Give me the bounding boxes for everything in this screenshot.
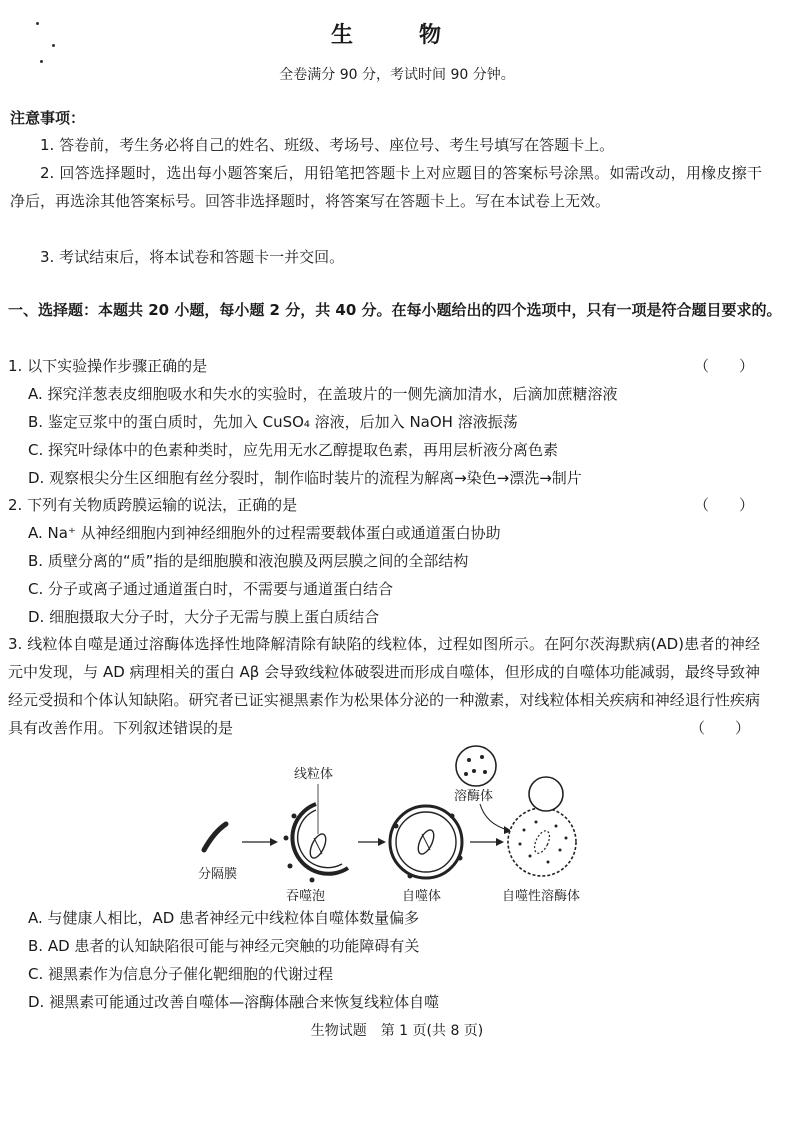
membrane-dot — [408, 874, 413, 879]
membrane-dot — [450, 814, 455, 819]
exam-subtitle: 全卷满分 90 分，考试时间 90 分钟。 — [279, 67, 515, 83]
membrane-dot — [394, 824, 399, 829]
enzyme-dot — [464, 772, 468, 776]
question-2-stem — [8, 491, 764, 519]
page-footer: 生物试题 第 1 页(共 8 页) — [310, 1023, 484, 1039]
notice-heading: 注意事项： — [10, 109, 86, 127]
notice-item-1: 1. 答卷前，考生务必将自己的姓名、班级、考场号、座位号、考生号填写在答题卡上。 — [40, 136, 615, 154]
answer-paren: （ ） — [693, 357, 754, 375]
page-title: 生 物 — [330, 23, 463, 48]
debris-dot — [559, 849, 562, 852]
autolysosome-bud — [529, 777, 563, 811]
question-1-option-d: D. 观察根尖分生区细胞有丝分裂时，制作临时装片的流程为解离→染色→漂洗→制片 — [28, 469, 582, 487]
answer-paren: （ ） — [689, 719, 750, 737]
question-2-text: 2. 下列有关物质跨膜运输的说法，正确的是 — [8, 496, 298, 514]
question-3-stem — [8, 630, 760, 742]
section-heading: 一、选择题：本题共 20 小题，每小题 2 分，共 40 分。在每小题给出的四个选项中，只有一项是符合题目要求的。 — [8, 301, 782, 319]
label-phagophore: 吞噬泡 — [286, 889, 326, 904]
scan-speck — [40, 60, 43, 63]
debris-dot — [555, 825, 558, 828]
membrane-dot — [288, 864, 293, 869]
notice-item-2: 2. 回答选择题时，选出每小题答案后，用铅笔把答题卡上对应题目的答案标号涂黑。如需改动，用橡皮擦干净后，再选涂其他答案标号。回答非选择题时，将答案写在答题卡上。写在本试卷上无效。 — [10, 164, 762, 210]
enzyme-dot — [467, 758, 471, 762]
enzyme-dot — [472, 769, 476, 773]
debris-dot — [535, 821, 538, 824]
question-3-option-d: D. 褪黑素可能通过改善自噬体—溶酶体融合来恢复线粒体自噬 — [28, 993, 440, 1011]
arrow-1-head — [270, 838, 278, 846]
label-autophagosome: 自噬体 — [402, 889, 442, 904]
debris-dot — [529, 855, 532, 858]
debris-dot — [565, 837, 568, 840]
question-1-text: 1. 以下实验操作步骤正确的是 — [8, 357, 208, 375]
answer-paren: （ ） — [693, 496, 754, 514]
arrow-2-head — [378, 838, 386, 846]
debris-dot — [523, 829, 526, 832]
question-3-option-c: C. 褪黑素作为信息分子催化靶细胞的代谢过程 — [28, 965, 334, 983]
label-autolysosome: 自噬性溶酶体 — [502, 889, 581, 904]
debris-dot — [519, 843, 522, 846]
question-2-option-d: D. 细胞摄取大分子时，大分子无需与膜上蛋白质结合 — [28, 608, 380, 626]
mitophagy-figure — [190, 738, 610, 908]
label-lysosome: 溶酶体 — [454, 789, 494, 804]
fusion-arrow — [480, 804, 508, 830]
question-1-stem — [8, 352, 764, 380]
question-1-option-c: C. 探究叶绿体中的色素种类时，应先用无水乙醇提取色素，再用层析液分离色素 — [28, 441, 559, 459]
question-2-option-a: A. Na⁺ 从神经细胞内到神经细胞外的过程需要载体蛋白或通道蛋白协助 — [28, 524, 501, 542]
membrane-dot — [284, 836, 289, 841]
label-mitochondrion: 线粒体 — [294, 767, 334, 782]
membrane-dot — [458, 856, 463, 861]
question-2-option-b: B. 质壁分离的“质”指的是细胞膜和液泡膜及两层膜之间的全部结构 — [28, 552, 469, 570]
question-1-option-a: A. 探究洋葱表皮细胞吸水和失水的实验时，在盖玻片的一侧先滴加清水，后滴加蔗糖溶液 — [28, 385, 618, 403]
question-3-text: 3. 线粒体自噬是通过溶酶体选择性地降解清除有缺陷的线粒体，过程如图所示。在阿尔茨海默病(AD)患者的神经元中发现，与 AD 病理相关的蛋白 Aβ 会导致线粒体破裂进而形成自噬体，但形成的自噬体功能减弱，最终导致神经元受损和个体认知缺陷。研究者已证实褪黑素作为松果体分泌的一种激素，对线粒体相关疾病和神经退行性疾病具有改善作用。下列叙述错误的是 — [8, 635, 760, 737]
lysosome-shape — [456, 746, 496, 786]
isolation-membrane-shape — [204, 824, 226, 850]
enzyme-dot — [480, 755, 484, 759]
notice-item-3: 3. 考试结束后，将本试卷和答题卡一并交回。 — [40, 248, 345, 266]
membrane-dot — [292, 814, 297, 819]
debris-dot — [547, 861, 550, 864]
question-3-option-a: A. 与健康人相比，AD 患者神经元中线粒体自噬体数量偏多 — [28, 909, 420, 927]
membrane-dot — [310, 878, 315, 883]
question-3-option-b: B. AD 患者的认知缺陷很可能与神经元突触的功能障碍有关 — [28, 937, 420, 955]
enzyme-dot — [483, 770, 487, 774]
question-1-option-b: B. 鉴定豆浆中的蛋白质时，先加入 CuSO₄ 溶液，后加入 NaOH 溶液振荡 — [28, 413, 518, 431]
arrow-3-head — [496, 838, 504, 846]
label-membrane: 分隔膜 — [198, 867, 238, 882]
question-2-option-c: C. 分子或离子通过通道蛋白时，不需要与通道蛋白结合 — [28, 580, 394, 598]
